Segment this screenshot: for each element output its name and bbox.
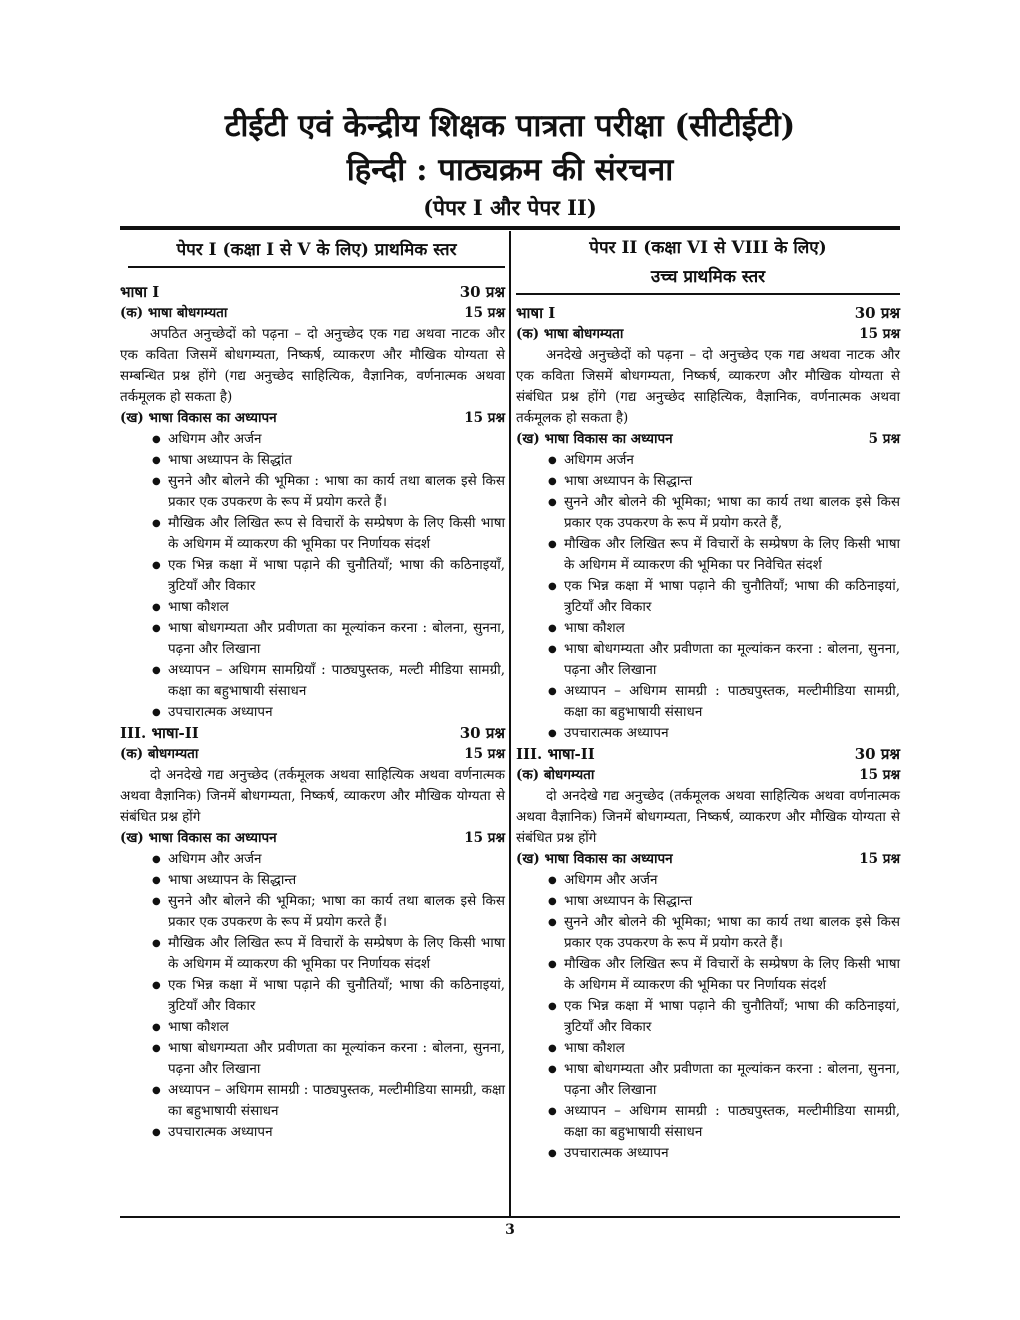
page-subtitle: हिन्दी : पाठ्यक्रम की संरचना bbox=[346, 152, 674, 188]
page-title: टीईटी एवं केन्द्रीय शिक्षक पात्रता परीक्षा (सीटीईटी) bbox=[224, 108, 796, 144]
section-language-1 bbox=[516, 303, 900, 324]
column-divider bbox=[509, 231, 511, 1216]
list-item: ● एक भिन्न कक्षा में भाषा पढ़ाने की चुनौतियाँ; भाषा की कठिनाइयां, त्रुटियाँ और विकार bbox=[548, 576, 900, 618]
question-count: 30 प्रश्न bbox=[854, 745, 900, 763]
list-item: ● अध्यापन – अधिगम सामग्रियाँ : पाठ्यपुस्तक, मल्टी मीडिया सामग्री, कक्षा का बहुभाषायी संसाधन bbox=[152, 660, 505, 702]
list-item: ● उपचारात्मक अध्यापन bbox=[548, 723, 900, 744]
subsection-label: (ख) भाषा विकास का अध्यापन bbox=[516, 431, 673, 447]
list-item: ● भाषा बोधगम्यता और प्रवीणता का मूल्यांकन करना : बोलना, सुनना, पढ़ना और लिखाना bbox=[152, 1038, 505, 1080]
pedagogy-list bbox=[516, 870, 900, 1164]
subsection-label: (ख) भाषा विकास का अध्यापन bbox=[516, 851, 673, 867]
comprehension-description: दो अनदेखे गद्य अनुच्छेद (तर्कमूलक अथवा साहित्यिक अथवा वर्णनात्मक अथवा वैज्ञानिक) जिनमें बोधगम्यता, निष्कर्ष, व्याकरण और मौखिक योग्यता से संबंधित प्रश्न होंगे bbox=[516, 788, 900, 846]
list-item: ● भाषा अध्यापन के सिद्धांत bbox=[152, 450, 505, 471]
list-item: ● अधिगम और अर्जन bbox=[548, 870, 900, 891]
subsection-pedagogy bbox=[516, 429, 900, 450]
section-label: भाषा I bbox=[120, 283, 160, 301]
list-item: ● मौखिक और लिखित रूप में विचारों के सम्प्रेषण के लिए किसी भाषा के अधिगम में व्याकरण की भूमिका पर निर्णायक संदर्श bbox=[548, 954, 900, 996]
question-count: 15 प्रश्न bbox=[464, 410, 505, 426]
list-item: ● मौखिक और लिखित रूप से विचारों के सम्प्रेषण के लिए किसी भाषा के अधिगम में व्याकरण की भूमिका पर निर्णायक संदर्श bbox=[152, 513, 505, 555]
subsection-pedagogy bbox=[120, 408, 505, 429]
pedagogy-list bbox=[516, 450, 900, 744]
question-count: 15 प्रश्न bbox=[464, 305, 505, 321]
list-item: ● भाषा कौशल bbox=[152, 1017, 505, 1038]
comprehension-description: अनदेखे अनुच्छेदों को पढ़ना – दो अनुच्छेद एक गद्य अथवा नाटक और एक कविता जिसमें बोधगम्यता, निष्कर्ष, व्याकरण और मौखिक योग्यता से संबंधित प्रश्न होंगे (गद्य अनुच्छेद साहित्यिक, वैज्ञानिक, वर्णनात्मक अथवा तर्कमूलक हो सकता है) bbox=[516, 347, 900, 426]
list-item: ● भाषा कौशल bbox=[152, 597, 505, 618]
list-item: ● एक भिन्न कक्षा में भाषा पढ़ाने की चुनौतियाँ; भाषा की कठिनाइयाँ, त्रुटियाँ और विकार bbox=[152, 555, 505, 597]
question-count: 15 प्रश्न bbox=[859, 326, 900, 342]
paper-2-heading bbox=[516, 234, 900, 295]
section-label: भाषा I bbox=[516, 304, 556, 322]
section-language-2 bbox=[120, 723, 505, 744]
list-item: ● भाषा अध्यापन के सिद्धान्त bbox=[548, 471, 900, 492]
section-language-1 bbox=[120, 282, 505, 303]
comprehension-description: दो अनदेखे गद्य अनुच्छेद (तर्कमूलक अथवा साहित्यिक अथवा वर्णनात्मक अथवा वैज्ञानिक) जिनमें बोधगम्यता, निष्कर्ष, व्याकरण और मौखिक योग्यता से संबंधित प्रश्न होंगे bbox=[120, 767, 505, 825]
list-item: ● अध्यापन – अधिगम सामग्री : पाठ्यपुस्तक, मल्टीमीडिया सामग्री, कक्षा का बहुभाषायी संसाधन bbox=[548, 1101, 900, 1143]
list-item: ● भाषा कौशल bbox=[548, 618, 900, 639]
subsection-label: (क) बोधगम्यता bbox=[120, 746, 199, 762]
pedagogy-list bbox=[120, 849, 505, 1143]
paper-2-heading-line1: पेपर II (कक्षा VI से VIII के लिए) bbox=[589, 238, 827, 258]
pedagogy-list bbox=[120, 429, 505, 723]
paper-2-column bbox=[516, 234, 900, 1164]
subsection-comprehension-2 bbox=[120, 744, 505, 765]
comprehension-description: अपठित अनुच्छेदों को पढ़ना – दो अनुच्छेद एक गद्य अथवा नाटक और एक कविता जिसमें बोधगम्यता, निष्कर्ष, व्याकरण और मौखिक योग्यता से सम्बन्धित प्रश्न होंगे (गद्य अनुच्छेद साहित्यिक, वैज्ञानिक, वर्णनात्मक अथवा तर्कमूलक हो सकता है) bbox=[120, 326, 505, 405]
subsection-comprehension bbox=[120, 303, 505, 324]
list-item: ● सुनने और बोलने की भूमिका; भाषा का कार्य तथा बालक इसे किस प्रकार एक उपकरण के रूप में प्रयोग करते हैं। bbox=[548, 912, 900, 954]
question-count: 15 प्रश्न bbox=[464, 746, 505, 762]
list-item: ● सुनने और बोलने की भूमिका : भाषा का कार्य तथा बालक इसे किस प्रकार एक उपकरण के रूप में प्रयोग करते हैं। bbox=[152, 471, 505, 513]
list-item: ● मौखिक और लिखित रूप में विचारों के सम्प्रेषण के लिए किसी भाषा के अधिगम में व्याकरण की भूमिका पर निवेचित संदर्श bbox=[548, 534, 900, 576]
subsection-label: (ख) भाषा विकास का अध्यापन bbox=[120, 830, 277, 846]
question-count: 30 प्रश्न bbox=[459, 724, 505, 742]
page-number: 3 bbox=[505, 1222, 515, 1238]
question-count: 15 प्रश्न bbox=[859, 851, 900, 867]
top-rule bbox=[120, 226, 900, 230]
subsection-comprehension bbox=[516, 324, 900, 345]
subsection-label: (ख) भाषा विकास का अध्यापन bbox=[120, 410, 277, 426]
list-item: ● भाषा बोधगम्यता और प्रवीणता का मूल्यांकन करना : बोलना, सुनना, पढ़ना और लिखाना bbox=[152, 618, 505, 660]
list-item: ● एक भिन्न कक्षा में भाषा पढ़ाने की चुनौतियाँ; भाषा की कठिनाइयां, त्रुटियाँ और विकार bbox=[152, 975, 505, 1017]
question-count: 15 प्रश्न bbox=[859, 767, 900, 783]
question-count: 30 प्रश्न bbox=[854, 304, 900, 322]
list-item: ● भाषा अध्यापन के सिद्धान्त bbox=[152, 870, 505, 891]
paper-1-column bbox=[120, 236, 505, 1143]
section-label: III. भाषा-II bbox=[516, 745, 595, 763]
list-item: ● अध्यापन – अधिगम सामग्री : पाठ्यपुस्तक, मल्टीमीडिया सामग्री, कक्षा का बहुभाषायी संसाधन bbox=[152, 1080, 505, 1122]
list-item: ● भाषा अध्यापन के सिद्धान्त bbox=[548, 891, 900, 912]
list-item: ● सुनने और बोलने की भूमिका; भाषा का कार्य तथा बालक इसे किस प्रकार एक उपकरण के रूप में प्रयोग करते हैं, bbox=[548, 492, 900, 534]
list-item: ● उपचारात्मक अध्यापन bbox=[548, 1143, 900, 1164]
list-item: ● भाषा कौशल bbox=[548, 1038, 900, 1059]
paper-1-heading: पेपर I (कक्षा I से V के लिए) प्राथमिक स्तर bbox=[128, 236, 505, 268]
list-item: ● मौखिक और लिखित रूप में विचारों के सम्प्रेषण के लिए किसी भाषा के अधिगम में व्याकरण की भूमिका पर निर्णायक संदर्श bbox=[152, 933, 505, 975]
list-item: ● उपचारात्मक अध्यापन bbox=[152, 1122, 505, 1143]
subsection-comprehension-2 bbox=[516, 765, 900, 786]
subsection-pedagogy-2 bbox=[516, 849, 900, 870]
subsection-pedagogy-2 bbox=[120, 828, 505, 849]
section-label: III. भाषा-II bbox=[120, 724, 199, 742]
list-item: ● अधिगम और अर्जन bbox=[152, 849, 505, 870]
list-item: ● सुनने और बोलने की भूमिका; भाषा का कार्य तथा बालक इसे किस प्रकार एक उपकरण के रूप में प्रयोग करते हैं। bbox=[152, 891, 505, 933]
list-item: ● अध्यापन – अधिगम सामग्री : पाठ्यपुस्तक, मल्टीमीडिया सामग्री, कक्षा का बहुभाषायी संसाधन bbox=[548, 681, 900, 723]
list-item: ● अधिगम अर्जन bbox=[548, 450, 900, 471]
list-item: ● उपचारात्मक अध्यापन bbox=[152, 702, 505, 723]
subsection-label: (क) भाषा बोधगम्यता bbox=[516, 326, 624, 342]
subsection-label: (क) बोधगम्यता bbox=[516, 767, 595, 783]
section-language-2 bbox=[516, 744, 900, 765]
question-count: 5 प्रश्न bbox=[868, 431, 900, 447]
bottom-rule bbox=[120, 1216, 900, 1218]
list-item: ● भाषा बोधगम्यता और प्रवीणता का मूल्यांकन करना : बोलना, सुनना, पढ़ना और लिखाना bbox=[548, 639, 900, 681]
list-item: ● भाषा बोधगम्यता और प्रवीणता का मूल्यांकन करना : बोलना, सुनना, पढ़ना और लिखाना bbox=[548, 1059, 900, 1101]
subsection-label: (क) भाषा बोधगम्यता bbox=[120, 305, 228, 321]
paper-2-heading-line2: उच्च प्राथमिक स्तर bbox=[650, 267, 766, 287]
paper-subtitle: (पेपर I और पेपर II) bbox=[423, 195, 597, 220]
list-item: ● अधिगम और अर्जन bbox=[152, 429, 505, 450]
list-item: ● एक भिन्न कक्षा में भाषा पढ़ाने की चुनौतियाँ; भाषा की कठिनाइयां, त्रुटियाँ और विकार bbox=[548, 996, 900, 1038]
question-count: 30 प्रश्न bbox=[459, 283, 505, 301]
question-count: 15 प्रश्न bbox=[464, 830, 505, 846]
